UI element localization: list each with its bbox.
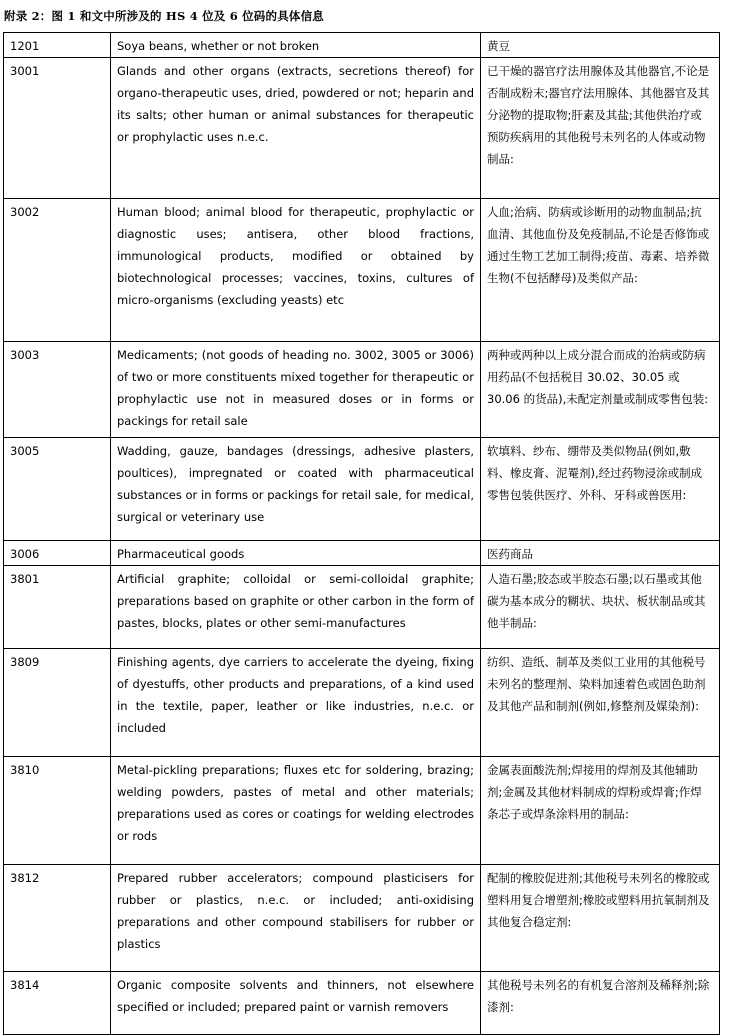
table-row xyxy=(4,972,720,1035)
chinese-description: 两种或两种以上成分混合而成的治病或防病用药品(不包括税目 30.02、30.05 或 30.06 的货品),未配定剂量或制成零售包装: xyxy=(481,342,720,438)
chinese-description: 已干燥的器官疗法用腺体及其他器官,不论是否制成粉末;器官疗法用腺体、其他器官及其分泌物的提取物;肝素及其盐;其他供治疗或预防疾病用的其他税号未列名的人体或动物制品: xyxy=(481,58,720,199)
hs-code: 3801 xyxy=(4,566,111,649)
chinese-description: 金属表面酸洗剂;焊接用的焊剂及其他辅助剂;金属及其他材料制成的焊粉或焊膏;作焊条芯子或焊条涂料用的制品: xyxy=(481,757,720,865)
hs-code: 3005 xyxy=(4,438,111,541)
english-description: Human blood; animal blood for therapeutic, prophylactic or diagnostic uses; antisera, other blood fractions, immunological products, modified or obtained by biotechnological processes; vaccines, toxins, cultures of micro-organisms (excluding yeasts) etc xyxy=(111,199,481,342)
chinese-description: 配制的橡胶促进剂;其他税号未列名的橡胶或塑料用复合增塑剂;橡胶或塑料用抗氧制剂及其他复合稳定剂: xyxy=(481,865,720,972)
english-description: Metal-pickling preparations; fluxes etc for soldering, brazing; welding powders, pastes of metal and other materials; preparations used as cores or coatings for welding electrodes or rods xyxy=(111,757,481,865)
appendix-title: 附录 2：图 1 和文中所涉及的 HS 4 位及 6 位码的具体信息 xyxy=(4,9,325,23)
table-row xyxy=(4,199,720,342)
chinese-description: 人血;治病、防病或诊断用的动物血制品;抗血清、其他血份及免疫制品,不论是否修饰或通过生物工艺加工制得;疫苗、毒素、培养微生物(不包括酵母)及类似产品: xyxy=(481,199,720,342)
chinese-description: 软填料、纱布、绷带及类似物品(例如,敷料、橡皮膏、泥罨剂),经过药物浸涂或制成零售包装供医疗、外科、牙科或兽医用: xyxy=(481,438,720,541)
table-row xyxy=(4,58,720,199)
chinese-description: 纺织、造纸、制革及类似工业用的其他税号未列名的整理剂、染料加速着色或固色助剂及其他产品和制剂(例如,修整剂及媒染剂): xyxy=(481,649,720,757)
english-description: Soya beans, whether or not broken xyxy=(111,33,481,58)
english-description: Artificial graphite; colloidal or semi-colloidal graphite; preparations based on graphite or other carbon in the form of pastes, blocks, plates or other semi-manufactures xyxy=(111,566,481,649)
chinese-description: 其他税号未列名的有机复合溶剂及稀释剂;除漆剂: xyxy=(481,972,720,1035)
table-row xyxy=(4,649,720,757)
hs-code: 3809 xyxy=(4,649,111,757)
table-row xyxy=(4,342,720,438)
table-row xyxy=(4,541,720,566)
hs-code: 3814 xyxy=(4,972,111,1035)
chinese-description: 黄豆 xyxy=(481,33,720,58)
table-row xyxy=(4,566,720,649)
english-description: Wadding, gauze, bandages (dressings, adhesive plasters, poultices), impregnated or coated with pharmaceutical substances or in forms or packings for retail sale, for medical, surgical or veterinary use xyxy=(111,438,481,541)
hs-code: 3002 xyxy=(4,199,111,342)
chinese-description: 医药商品 xyxy=(481,541,720,566)
hs-code-table xyxy=(3,32,720,1035)
hs-code: 3001 xyxy=(4,58,111,199)
chinese-description: 人造石墨;胶态或半胶态石墨;以石墨或其他碳为基本成分的糊状、块状、板状制品或其他半制品: xyxy=(481,566,720,649)
hs-code: 3810 xyxy=(4,757,111,865)
table-row xyxy=(4,438,720,541)
english-description: Pharmaceutical goods xyxy=(111,541,481,566)
table-row xyxy=(4,757,720,865)
english-description: Finishing agents, dye carriers to accelerate the dyeing, fixing of dyestuffs, other products and preparations, of a kind used in the textile, paper, leather or like industries, n.e.c. or included xyxy=(111,649,481,757)
hs-code: 3812 xyxy=(4,865,111,972)
table-row xyxy=(4,865,720,972)
english-description: Medicaments; (not goods of heading no. 3002, 3005 or 3006) of two or more constituents mixed together for therapeutic or prophylactic use not in measured doses or in forms or packings for retail sale xyxy=(111,342,481,438)
hs-code: 1201 xyxy=(4,33,111,58)
english-description: Prepared rubber accelerators; compound plasticisers for rubber or plastics, n.e.c. or included; anti-oxidising preparations and other compound stabilisers for rubber or plastics xyxy=(111,865,481,972)
english-description: Organic composite solvents and thinners, not elsewhere specified or included; prepared paint or varnish removers xyxy=(111,972,481,1035)
table-row xyxy=(4,33,720,58)
hs-code: 3003 xyxy=(4,342,111,438)
hs-code: 3006 xyxy=(4,541,111,566)
english-description: Glands and other organs (extracts, secretions thereof) for organo-therapeutic uses, dried, powdered or not; heparin and its salts; other human or animal substances for therapeutic or prophylactic uses n.e.c. xyxy=(111,58,481,199)
